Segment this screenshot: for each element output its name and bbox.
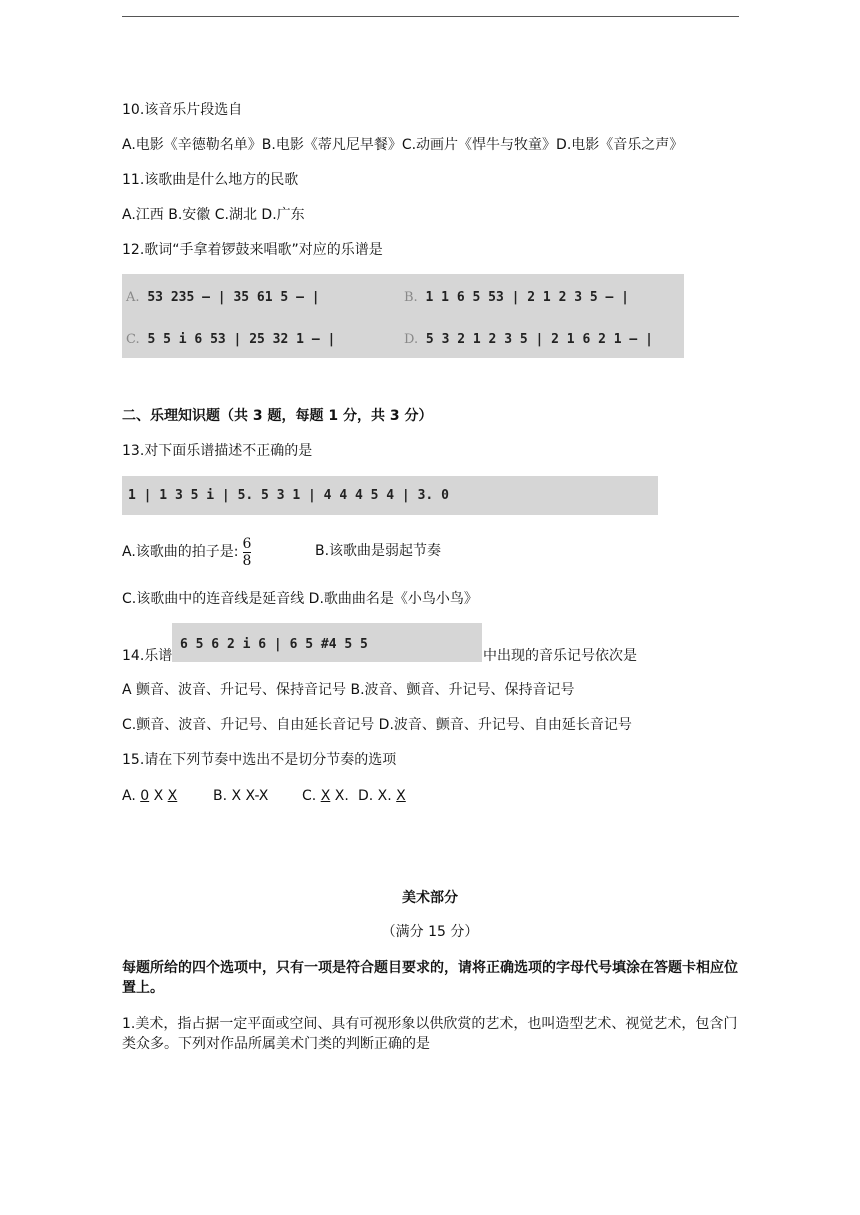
q14-score-image bbox=[172, 623, 482, 662]
section2-title: 二、乐理知识题（共 3 题，每题 1 分，共 3 分） bbox=[122, 408, 433, 424]
q12-option-a-label: A. bbox=[126, 290, 140, 305]
q15-option-b: B. X X-X bbox=[213, 788, 269, 804]
time-signature-numerator: 6 bbox=[242, 535, 252, 552]
q14-suffix: 中出现的音乐记号依次是 bbox=[483, 648, 637, 664]
q13-stem: 13.对下面乐谱描述不正确的是 bbox=[122, 443, 313, 459]
art-section-title: 美术部分 bbox=[402, 890, 458, 906]
q15-option-a-note: X bbox=[149, 788, 168, 804]
q15-option-c-label: C. bbox=[302, 788, 321, 804]
q15-option-d-label: D. X. bbox=[358, 788, 397, 804]
q11-options: A.江西 B.安徽 C.湖北 D.广东 bbox=[122, 207, 305, 223]
q12-option-b-notes: 1 1 6 5 53 | 2 1 2 3 5 – | bbox=[425, 290, 630, 305]
header-rule bbox=[122, 16, 739, 17]
q15-option-d-short: X bbox=[396, 788, 406, 804]
q12-option-c-notes: 5 5 i 6 53 | 25 32 1 – | bbox=[147, 332, 336, 347]
q14-score-notes: 6 5 6 2 i 6 | 6 5 #4 5 5 bbox=[180, 637, 368, 652]
q15-option-a-rest: 0 bbox=[140, 788, 150, 804]
q12-option-d-notes: 5 3 2 1 2 3 5 | 2 1 6 2 1 – | bbox=[425, 332, 653, 347]
q10-stem: 10.该音乐片段选自 bbox=[122, 102, 243, 118]
q14-options-ab: A 颤音、波音、升记号、保持音记号 B.波音、颤音、升记号、保持音记号 bbox=[122, 682, 575, 698]
q15-option-a bbox=[122, 786, 177, 806]
q13-options-cd: C.该歌曲中的连音线是延音线 D.歌曲曲名是《小鸟小鸟》 bbox=[122, 591, 478, 607]
art-instruction: 每题所给的四个选项中，只有一项是符合题目要求的，请将正确选项的字母代号填涂在答题卡相应位置上。 bbox=[122, 960, 738, 996]
art-q1-stem: 1.美术，指占据一定平面或空间、具有可视形象以供欣赏的艺术，也叫造型艺术、视觉艺术，包含门类众多。下列对作品所属美术门类的判断正确的是 bbox=[122, 1016, 738, 1052]
time-signature-denominator: 8 bbox=[242, 552, 252, 569]
q12-stem: 12.歌词“手拿着锣鼓来唱歌”对应的乐谱是 bbox=[122, 242, 383, 258]
q12-option-a-notes: 53 235 – | 35 61 5 – | bbox=[147, 290, 320, 305]
q12-option-c-label: C. bbox=[126, 332, 140, 347]
q13-option-a-text: A.该歌曲的拍子是: bbox=[122, 544, 239, 560]
q15-option-c bbox=[302, 786, 349, 806]
q13-score-image bbox=[122, 476, 658, 515]
q10-options: A.电影《辛德勒名单》B.电影《蒂凡尼早餐》C.动画片《悍牛与牧童》D.电影《音乐之声》 bbox=[122, 137, 684, 153]
q13-option-b: B.该歌曲是弱起节奏 bbox=[315, 543, 442, 559]
q15-option-d bbox=[358, 786, 406, 806]
q12-score-image bbox=[122, 274, 684, 358]
q15-option-a-label: A. bbox=[122, 788, 141, 804]
q15-option-c-dotted: X. bbox=[330, 788, 349, 804]
q15-stem: 15.请在下列节奏中选出不是切分节奏的选项 bbox=[122, 752, 397, 768]
q15-option-c-short: X bbox=[320, 788, 331, 804]
q14-options-cd: C.颤音、波音、升记号、自由延长音记号 D.波音、颤音、升记号、自由延长音记号 bbox=[122, 717, 632, 733]
q15-option-a-short: X bbox=[167, 788, 178, 804]
q11-stem: 11.该歌曲是什么地方的民歌 bbox=[122, 172, 299, 188]
q12-option-d-label: D. bbox=[404, 332, 419, 347]
time-signature-fraction bbox=[243, 536, 252, 569]
q13-option-a bbox=[122, 530, 251, 574]
q14-prefix: 14.乐谱 bbox=[122, 648, 173, 664]
q12-option-b-label: B. bbox=[404, 290, 418, 305]
q13-score-notes: 1 | 1 3 5 i | 5. 5 3 1 | 4 4 4 5 4 | 3. 0 bbox=[128, 488, 449, 503]
art-section-score: （满分 15 分） bbox=[381, 924, 479, 940]
